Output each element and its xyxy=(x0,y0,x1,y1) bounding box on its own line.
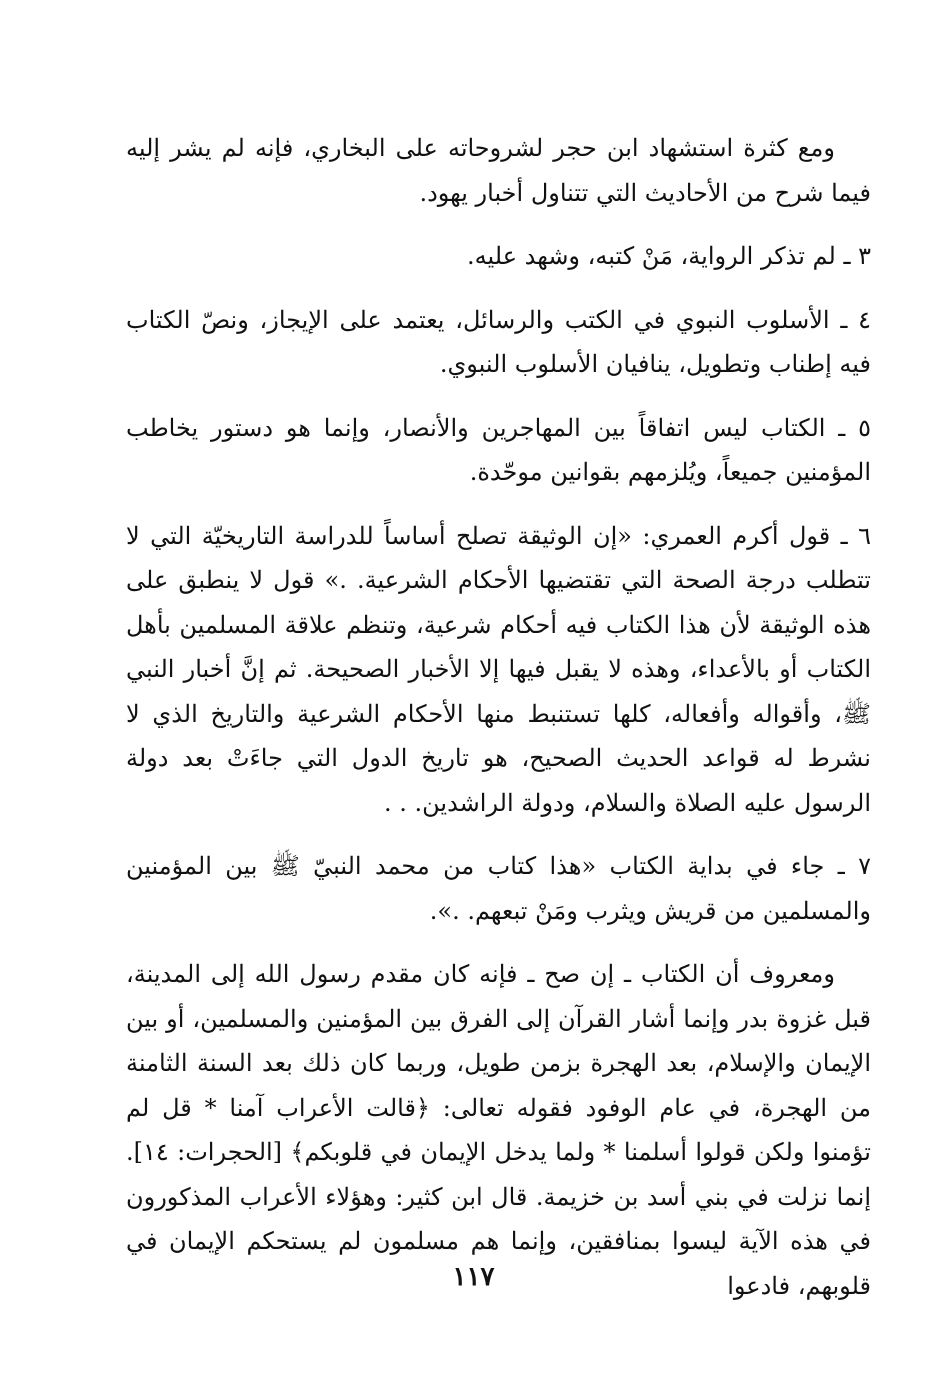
paragraph-point-4: ٤ ـ الأسلوب النبوي في الكتب والرسائل، يعتمد على الإيجاز، ونصّ الكتاب فيه إطناب وتطويل، ينافيان الأسلوب النبوي. xyxy=(126,305,871,378)
page-body xyxy=(126,126,871,1327)
paragraph-intro: ومع كثرة استشهاد ابن حجر لشروحاته على البخاري، فإنه لم يشر إليه فيما شرح من الأحاديث التي تتناول أخبار يهود. xyxy=(126,134,871,207)
paragraph-point-6: ٦ ـ قول أكرم العمري: «إن الوثيقة تصلح أساساً للدراسة التاريخيّة التي لا تتطلب درجة الصحة التي تقتضيها الأحكام الشرعية. .» قول لا ينطبق على هذه الوثيقة لأن هذا الكتاب فيه أحكام شرعية، وتنظم علاقة المسلمين بأهل الكتاب أو بالأعداء، وهذه لا يقبل فيها إلا الأخبار الصحيحة. ثم إنَّ أخبار النبي ﷺ، وأقواله وأفعاله، كلها تستنبط منها الأحكام الشرعية والتاريخ الذي لا نشرط له قواعد الحديث الصحيح، هو تاريخ الدول التي جاءَتْ بعد دولة الرسول عليه الصلاة والسلام، ودولة الراشدين. . . xyxy=(126,521,871,817)
paragraph-point-3: ٣ ـ لم تذكر الرواية، مَنْ كتبه، وشهد عليه. xyxy=(467,242,871,270)
paragraph-point-7: ٧ ـ جاء في بداية الكتاب «هذا كتاب من محمد النبيّ ﷺ بين المؤمنين والمسلمين من قريش ويثرب ومَنْ تبعهم. .». xyxy=(126,852,871,925)
paragraph-conclusion: ومعروف أن الكتاب ـ إن صح ـ فإنه كان مقدم رسول الله إلى المدينة، قبل غزوة بدر وإنما أشار القرآن إلى الفرق بين المؤمنين والمسلمين، أو بين الإيمان والإسلام، بعد الهجرة بزمن طويل، وربما كان ذلك بعد السنة الثامنة من الهجرة، في عام الوفود فقوله تعالى: ﴿قالت الأعراب آمنا * قل لم تؤمنوا ولكن قولوا أسلمنا * ولما يدخل الإيمان في قلوبكم﴾ [الحجرات: ١٤]. إنما نزلت في بني أسد بن خزيمة. قال ابن كثير: وهؤلاء الأعراب المذكورون في هذه الآية ليسوا بمنافقين، وإنما هم مسلمون لم يستحكم الإيمان في قلوبهم، فادعوا xyxy=(126,960,871,1300)
paragraph-point-5: ٥ ـ الكتاب ليس اتفاقاً بين المهاجرين والأنصار، وإنما هو دستور يخاطب المؤمنين جميعاً، ويُلزمهم بقوانين موحّدة. xyxy=(126,413,871,486)
page-number: ١١٧ xyxy=(452,1262,495,1292)
